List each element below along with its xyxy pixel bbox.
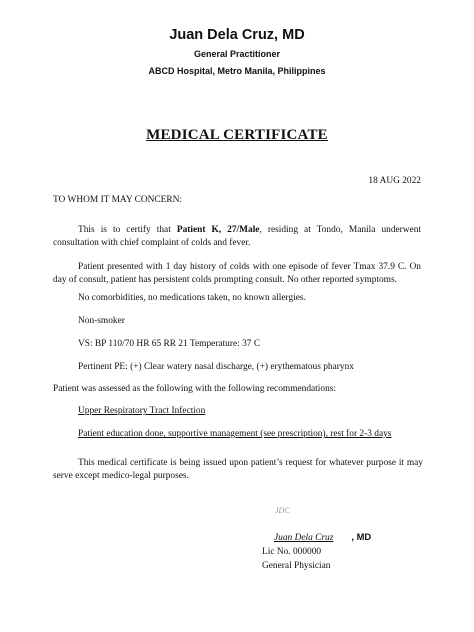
vital-signs-line: VS: BP 110/70 HR 65 RR 21 Temperature: 37 C	[78, 339, 261, 349]
doctor-name-heading: Juan Dela Cruz, MD	[169, 27, 305, 43]
signature-line	[262, 531, 371, 543]
recommendation-line: Patient education done, supportive management (see prescription), rest for 2-3 days	[78, 429, 392, 439]
signature-mark: JDC	[275, 506, 290, 515]
doctor-specialty: General Practitioner	[193, 49, 281, 59]
diagnosis-line: Upper Respiratory Tract Infection	[78, 406, 206, 416]
certification-paragraph	[53, 224, 421, 250]
signature-suffix: , MD	[351, 531, 372, 542]
patient-identifier: Patient K, 27/Male	[176, 225, 260, 235]
assessment-intro-line: Patient was assessed as the following with the following recommendations:	[53, 384, 337, 394]
document-title: MEDICAL CERTIFICATE	[146, 127, 328, 143]
physical-exam-line: Pertinent PE: (+) Clear watery nasal discharge, (+) erythematous pharynx	[78, 362, 354, 372]
salutation: TO WHOM IT MAY CONCERN:	[53, 195, 183, 205]
hospital-address: ABCD Hospital, Metro Manila, Philippines	[148, 66, 326, 76]
certification-prefix: This is to certify that	[78, 225, 177, 235]
certification-suffix: , residing at Tondo, Manila underwent consultation with chief complaint of colds and fever.	[53, 225, 422, 248]
closing-paragraph: This medical certificate is being issued upon patient’s request for whatever purpose it may serve except medico-legal purposes.	[53, 458, 423, 481]
comorbidities-line: No comorbidities, no medications taken, no known allergies.	[78, 293, 306, 303]
license-number: Lic No. 000000	[262, 547, 322, 557]
certificate-date: 18 AUG 2022	[368, 176, 421, 186]
physician-role: General Physician	[262, 561, 331, 571]
signature-name: Juan Dela Cruz	[274, 533, 334, 543]
history-paragraph: Patient presented with 1 day history of colds with one episode of fever Tmax 37.9 C. On day of consult, patient has persistent colds prompting consult. No other reported symptoms.	[53, 262, 421, 285]
smoking-status-line: Non-smoker	[78, 316, 125, 326]
